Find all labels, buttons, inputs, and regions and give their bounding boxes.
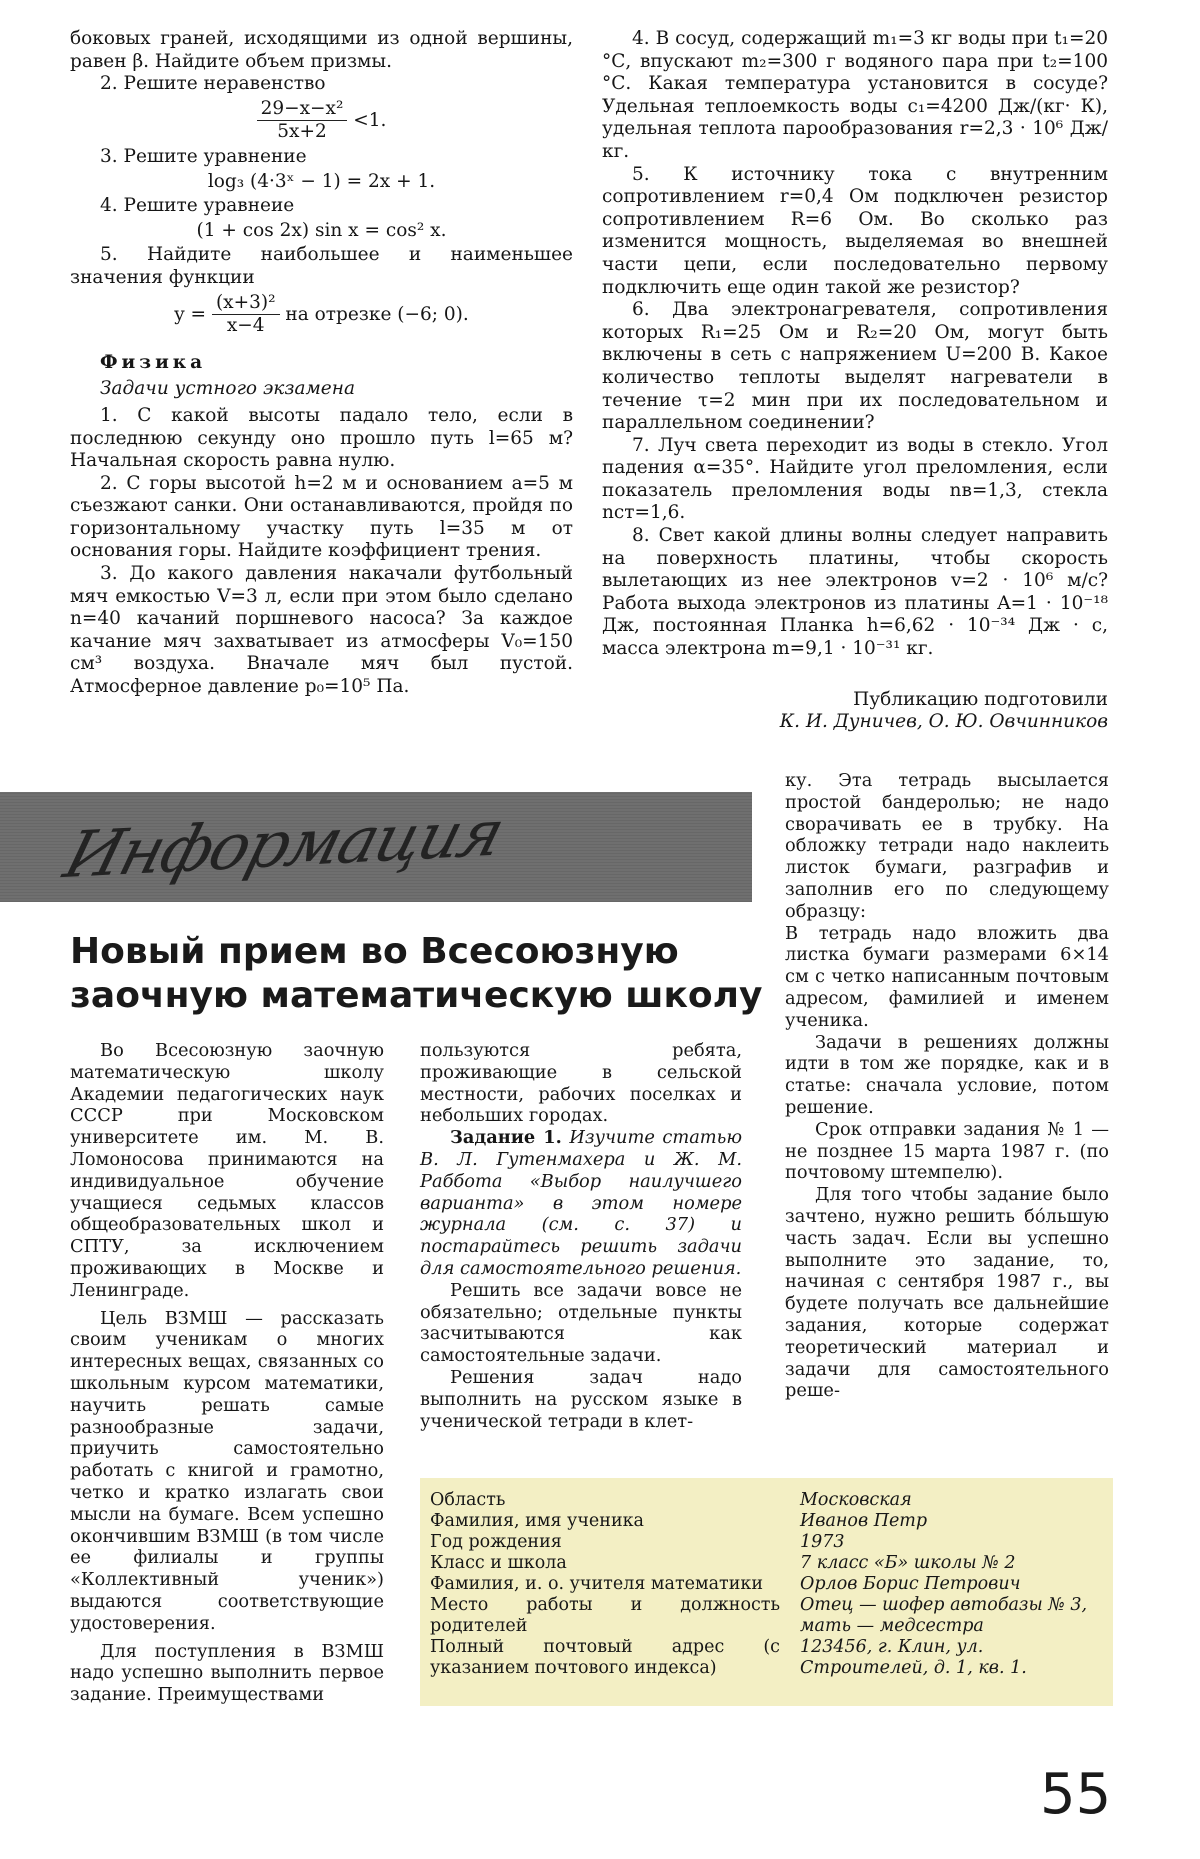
page-number: 55	[1040, 1762, 1112, 1827]
article-column-2	[420, 1040, 742, 1432]
physics-problem-3: 3. До какого давления накачали футбольный мяч емкостью V=3 л, если при этом было сделано n=40 качаний поршневого насоса? За каждое качание мяч захватывает из атмосферы V₀=150 см³ воздуха. Вначале мяч был пустой. Атмосферное давление p₀=10⁵ Па.	[70, 563, 573, 698]
math-problem-4-title: 4. Решите уравнеие	[100, 195, 295, 217]
math-problem-5-formula: y = $\frac{\text{(x+3)²}}{x-4}$ на отрезке (−6; 0).	[174, 291, 469, 337]
math-problem-4-formula: (1 + cos 2x) sin x = cos² x.	[196, 219, 447, 241]
article-paragraph: пользуются ребята, проживающие в сельской местности, рабочих поселках и небольших городах.	[420, 1040, 742, 1127]
article-column-3	[785, 770, 1109, 1402]
article-paragraph: Во Всесоюзную заочную математическую школу Академии педагогических наук СССР при Московском университете им. М. В. Ломоносова принимаются на индивидуальное обучение учащиеся седьмых классов общеобразовательных школ и СПТУ, за исключением проживающих в Москве и Ленинграде.	[70, 1040, 384, 1301]
math-problem-5-title: 5. Найдите наибольшее и наименьшее значения функции	[70, 244, 573, 288]
physics-problem-8: 8. Свет какой длины волны следует направить на поверхность платины, чтобы скорость вылетающих из нее электронов v=2 · 10⁶ м/с? Работа выхода электронов из платины A=1 · 10⁻¹⁸ Дж, постоянная Планка h=6,62 · 10⁻³⁴ Дж · с, масса электрона m=9,1 · 10⁻³¹ кг.	[602, 525, 1108, 660]
math-problem-2-title: 2. Решите неравенство	[100, 73, 326, 95]
table-row: Полный почтовый адрес (с указанием почтового индекса) 123456, г. Клин, ул. Строителей, д. 1, кв. 1.	[430, 1637, 1027, 1678]
article-paragraph: Задачи в решениях должны идти в том же порядке, как и в статье: сначала условие, потом решение.	[785, 1031, 1109, 1118]
credit-authors: К. И. Дуничев, О. Ю. Овчинников	[779, 711, 1108, 733]
article-paragraph: Срок отправки задания № 1 — не позднее 15 марта 1987 г. (по почтовому штемпелю).	[785, 1118, 1109, 1184]
table-row: Фамилия, имя ученика Иванов Петр	[430, 1511, 928, 1531]
section-banner	[0, 792, 752, 902]
article-paragraph: В тетрадь надо вложить два листка бумаги размерами 6×14 см с четко написанным почтовым адресом, фамилией и именем ученика.	[785, 922, 1109, 1031]
table-row: Область Московская	[430, 1490, 912, 1510]
table-row: Место работы и должность родителей Отец — шофер автобазы № 3, мать — медсестра	[430, 1595, 1088, 1636]
physics-problem-6: 6. Два электронагревателя, сопротивления которых R₁=25 Ом и R₂=20 Ом, могут быть включены в сеть с напряжением U=200 В. Какое количество теплоты выделят нагреватели в течение τ=2 мин при их последовательном и параллельном соединении?	[602, 299, 1108, 434]
article-paragraph: Для того чтобы задание было зачтено, нужно решить бо́льшую часть задач. Если вы успешно выполните это задание, то, начиная с сентября 1987 г., вы будете получать все дальнейшие задания, которые содержат теоретический материал и задачи для самостоятельного реше-	[785, 1184, 1109, 1402]
table-row: Класс и школа 7 класс «Б» школы № 2	[430, 1553, 1016, 1573]
assignment-paragraph: Задание 1. Изучите статью В. Л. Гутенмахера и Ж. М. Раббота «Выбор наилучшего варианта» в этом номере журнала (см. с. 37) и постарайтесь решить задачи для самостоятельного решения.	[420, 1127, 742, 1279]
fraction: $\frac{\text{29−x−x²}}{5x+2}$	[257, 98, 348, 144]
left-column-top	[70, 28, 573, 699]
physics-problem-1: 1. С какой высоты падало тело, если в последнюю секунду оно прошло путь l=65 м? Начальная скорость равна нулю.	[70, 404, 573, 472]
article-paragraph: Решения задач надо выполнить на русском языке в ученической тетради в клет-	[420, 1366, 742, 1432]
math-problem-3-formula: log₃ (4·3ˣ − 1) = 2x + 1.	[207, 170, 436, 192]
math-problem-3-title: 3. Решите уравнение	[100, 145, 307, 167]
fraction: $\frac{\text{(x+3)²}}{x-4}$	[212, 292, 280, 338]
article-paragraph: Решить все задачи вовсе не обязательно; отдельные пункты засчитываются как самостоятельные задачи.	[420, 1279, 742, 1367]
math-problem-1-tail: боковых граней, исходящими из одной вершины, равен β. Найдите объем призмы.	[70, 28, 573, 72]
article-headline: Новый прием во Всесоюзную заочную математическую школу	[70, 931, 763, 1016]
physics-problem-4: 4. В сосуд, содержащий m₁=3 кг воды при t₁=20 °С, впускают m₂=300 г водяного пара при t₂=100 °С. Какая температура установится в сосуде? Удельная теплоемкость воды c₁=4200 Дж/(кг· К), удельная теплота парообразования r=2,3 · 10⁶ Дж/кг.	[602, 28, 1108, 162]
table-row: Фамилия, и. о. учителя математики Орлов Борис Петрович	[430, 1574, 1021, 1594]
credit-line: Публикацию подготовили	[853, 688, 1108, 710]
banner-script-title: Информация	[56, 796, 511, 894]
physics-problem-7: 7. Луч света переходит из воды в стекло. Угол падения α=35°. Найдите угол преломления, если показатель преломления воды nв=1,3, стекла nст=1,6.	[602, 434, 1108, 524]
physics-problem-5: 5. К источнику тока с внутренним сопротивлением r=0,4 Ом подключен резистор сопротивлением R=6 Ом. Во сколько раз изменится мощность, выделяемая во внешней части цепи, если последовательно первому подключить еще один такой же резистор?	[602, 163, 1108, 298]
math-problem-2-formula: $\frac{\text{29−x−x²}}{5x+2}$ <1.	[70, 98, 573, 144]
physics-subheading: Задачи устного экзамена	[100, 378, 355, 400]
article-paragraph: Цель ВЗМШ — рассказать своим ученикам о многих интересных вещах, связанных со школьным курсом математики, научить решать самые разнообразные задачи, приучить самостоятельно работать с книгой и грамотно, четко и кратко излагать свои мысли на бумаге. Всем успешно окончившим ВЗМШ (в том числе ее филиалы и группы «Коллективный ученик») выдаются соответствующие удостоверения.	[70, 1307, 384, 1634]
article-paragraph: Для поступления в ВЗМШ надо успешно выполнить первое задание. Преимуществами	[70, 1640, 384, 1706]
article-paragraph: ку. Эта тетрадь высылается простой бандеролью; не надо сворачивать ее в трубку. На обложку тетради надо наклеить листок бумаги, разграфив и заполнив его по следующему образцу:	[785, 770, 1109, 922]
table-row: Год рождения 1973	[430, 1532, 845, 1552]
physics-problem-2: 2. С горы высотой h=2 м и основанием a=5 м съезжают санки. Они останавливаются, пройдя по горизонтальному участку путь l=35 м от основания горы. Найдите коэффициент трения.	[70, 472, 573, 562]
sample-form	[420, 1478, 1113, 1706]
right-column-top	[602, 28, 1108, 734]
physics-heading: Физика	[100, 351, 207, 373]
article-column-1	[70, 1040, 384, 1706]
sample-form-table	[420, 1490, 1113, 1679]
